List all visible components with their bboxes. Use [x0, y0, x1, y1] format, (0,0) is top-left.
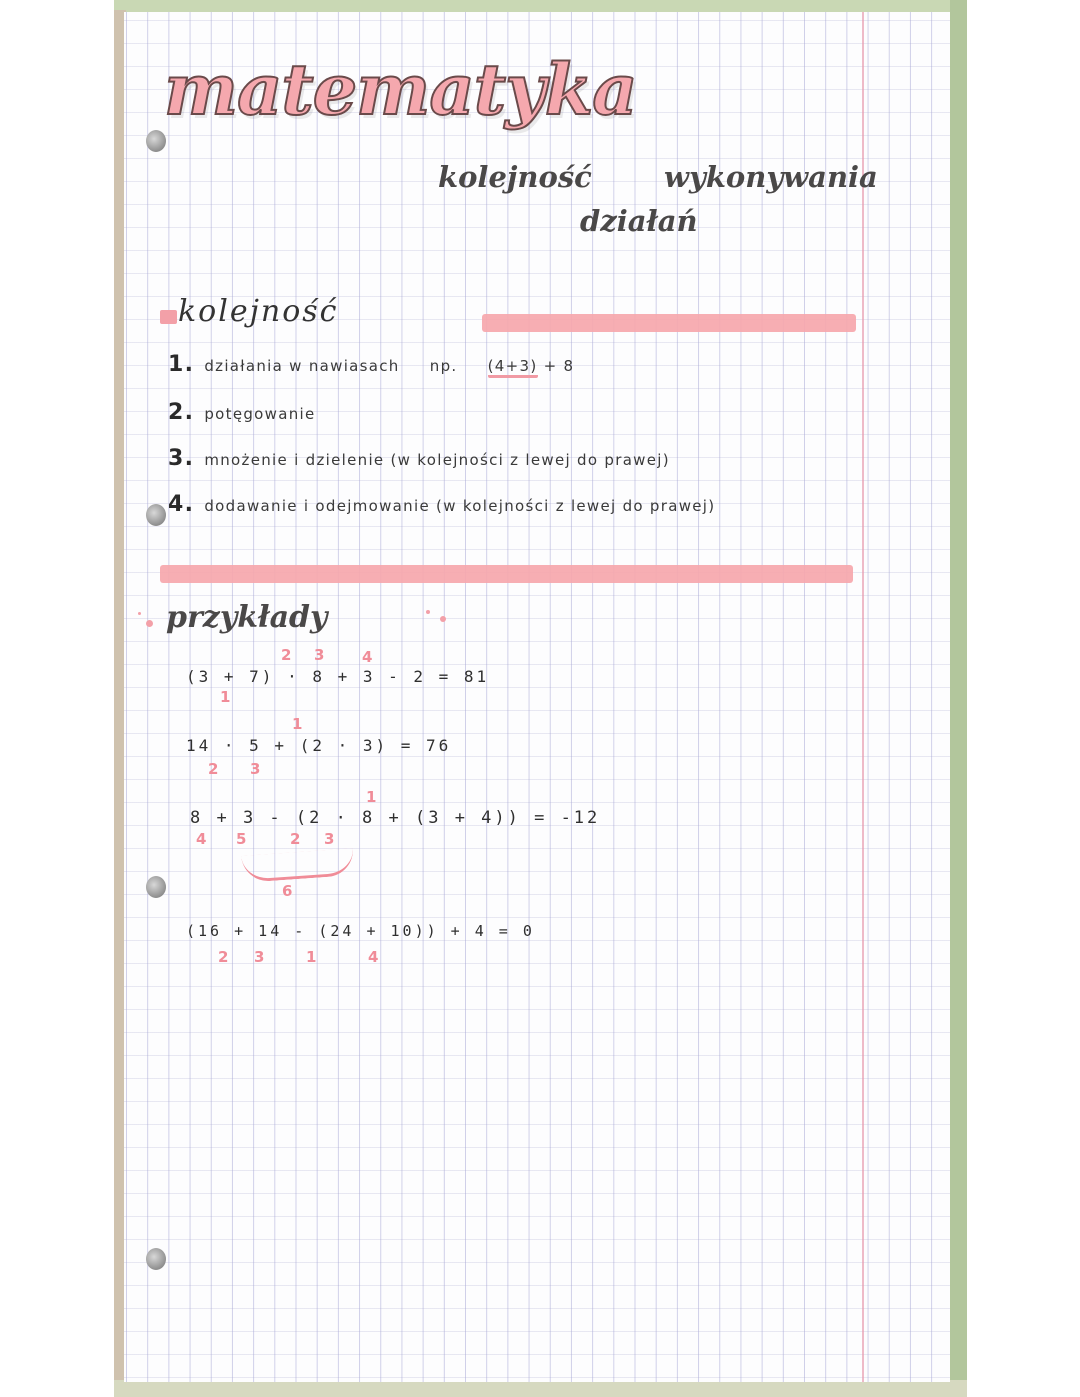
- decorative-dot-icon: [440, 616, 446, 622]
- subtitle-word-3: działań: [580, 204, 698, 238]
- order-mark: 4: [196, 830, 207, 848]
- order-mark: 6: [282, 882, 293, 900]
- section-marker-icon: [160, 310, 177, 324]
- example-label: np.: [429, 357, 458, 375]
- rule-text: działania w nawiasach: [204, 357, 400, 375]
- order-mark: 5: [236, 830, 247, 848]
- page-title: matematyka: [164, 48, 637, 131]
- rule-text: mnożenie i dzielenie (w kolejności z lewej do prawej): [204, 451, 670, 469]
- order-mark: 3: [254, 948, 265, 966]
- divider-highlight-bar: [160, 565, 853, 583]
- grouping-brace-icon: [241, 848, 355, 883]
- rule-number: 1.: [168, 352, 195, 377]
- order-mark: 1: [306, 948, 317, 966]
- order-mark: 2: [208, 760, 219, 778]
- graph-paper-page: [124, 12, 950, 1382]
- rule-text: potęgowanie: [204, 405, 316, 423]
- order-mark: 1: [292, 715, 303, 733]
- example-expression: (3 + 7) · 8 + 3 - 2 = 81: [186, 667, 490, 686]
- example-expression: 14 · 5 + (2 · 3) = 76: [186, 736, 452, 755]
- example-expression: (16 + 14 - (24 + 10)) + 4 = 0: [186, 922, 535, 940]
- binder-hole-icon: [146, 1248, 166, 1270]
- order-section-heading: kolejność: [178, 294, 339, 329]
- subtitle-word-1: kolejność: [438, 160, 592, 194]
- rule-number: 4.: [168, 492, 195, 517]
- rule-number: 3.: [168, 446, 195, 471]
- decorative-dot-icon: [138, 612, 141, 615]
- notebook-bottom-edge: [114, 1380, 967, 1397]
- binder-hole-icon: [146, 504, 166, 526]
- binder-hole-icon: [146, 130, 166, 152]
- binder-hole-icon: [146, 876, 166, 898]
- order-mark: 4: [362, 648, 373, 666]
- decorative-dot-icon: [426, 610, 430, 614]
- rule-item: [168, 492, 715, 517]
- rule-item: [168, 352, 574, 378]
- margin-line: [862, 12, 864, 1382]
- order-mark: 2: [290, 830, 301, 848]
- order-mark: 3: [324, 830, 335, 848]
- order-mark: 2: [218, 948, 229, 966]
- rule-item: [168, 446, 670, 471]
- rule-item: [168, 400, 316, 425]
- subtitle-word-2: wykonywania: [664, 160, 878, 194]
- order-mark: 3: [314, 646, 325, 664]
- notebook-right-edge: [950, 0, 967, 1397]
- decorative-dot-icon: [146, 620, 153, 627]
- rule-text: dodawanie i odejmowanie (w kolejności z lewej do prawej): [204, 497, 716, 515]
- example-expression: 8 + 3 - (2 · 8 + (3 + 4)) = -12: [190, 808, 601, 828]
- highlight-bar: [482, 314, 856, 332]
- example-underlined-part: (4+3): [488, 357, 538, 378]
- order-mark: 3: [250, 760, 261, 778]
- order-mark: 4: [368, 948, 379, 966]
- examples-section-heading: przykłady: [166, 600, 328, 635]
- order-mark: 2: [281, 646, 292, 664]
- rule-number: 2.: [168, 400, 195, 425]
- example-rest: + 8: [543, 357, 575, 375]
- order-mark: 1: [220, 688, 231, 706]
- order-mark: 1: [366, 788, 377, 806]
